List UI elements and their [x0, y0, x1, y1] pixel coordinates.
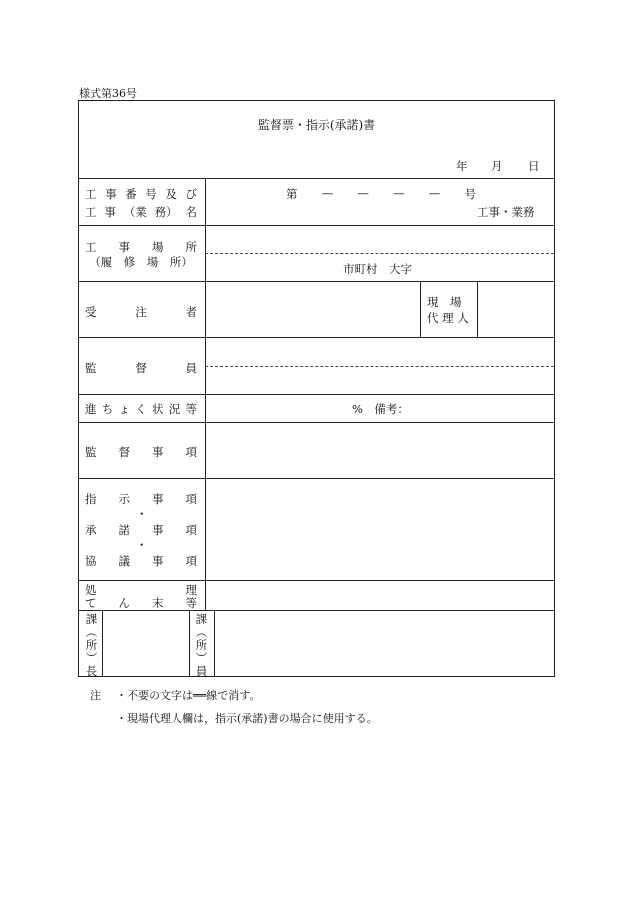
supervision-items-label: 監 督 事 項 [85, 445, 197, 459]
divider [79, 281, 554, 282]
note-line-2: ・現場代理人欄は，指示(承諾)書の場合に使用する。 [116, 712, 378, 725]
note-line-1: ・不要の文字は══線で消す。 [116, 689, 261, 702]
location-sub-label: （履 修 場 所） [89, 255, 193, 269]
divider [79, 422, 554, 423]
divider [477, 281, 478, 337]
location-label: 工 事 場 所 [85, 240, 197, 254]
form-number: 様式第36号 [79, 87, 137, 100]
divider [189, 610, 190, 677]
divider [79, 225, 554, 226]
label-column-divider [205, 178, 206, 610]
approval-label: 承 諾 事 項 [85, 523, 197, 537]
form-title: 監督票・指示(承諾)書 [257, 118, 376, 132]
divider [102, 610, 103, 677]
disposal-label: て ん 末 等 [85, 596, 197, 610]
divider [79, 580, 554, 581]
dashed-divider [205, 366, 554, 367]
supervision-form [78, 100, 555, 677]
divider [79, 337, 554, 338]
site-agent-label: 現 場 [427, 295, 462, 309]
dashed-divider [205, 253, 554, 254]
site-agent-label: 代 理 人 [427, 311, 469, 325]
progress-label: 進 ち ょ く 状 況 等 [85, 402, 197, 416]
date-year-label: 年 [456, 159, 468, 173]
instruction-label: 指 示 事 項 [85, 492, 197, 506]
contractor-label: 受 注 者 [85, 305, 197, 319]
note-prefix: 注 [90, 689, 101, 702]
divider [79, 394, 554, 395]
divider [79, 178, 554, 179]
supervisor-label: 監 督 員 [85, 361, 197, 375]
divider [420, 281, 421, 337]
section-staff-label: 課 ︵ 所 ︶ 員 [195, 612, 208, 678]
separator-dot: ・ [136, 538, 148, 552]
progress-field[interactable]: % 備考： [352, 402, 409, 416]
separator-dot: ・ [136, 507, 148, 521]
disposal-label: 処 理 [85, 583, 197, 597]
work-type-label: 工事・業務 [477, 205, 535, 219]
consultation-label: 協 議 事 項 [85, 554, 197, 568]
date-day-label: 日 [528, 159, 540, 173]
project-number-field[interactable]: 第 — — — — 号 [286, 186, 476, 201]
date-month-label: 月 [491, 159, 503, 173]
divider [214, 610, 215, 677]
municipality-label: 市町村 大字 [343, 262, 412, 276]
divider [79, 478, 554, 479]
project-name-label: 工 事 （業 務） 名 [85, 205, 197, 219]
section-chief-label: 課 ︵ 所 ︶ 長 [85, 612, 98, 678]
project-number-label: 工 事 番 号 及 び [85, 187, 197, 201]
